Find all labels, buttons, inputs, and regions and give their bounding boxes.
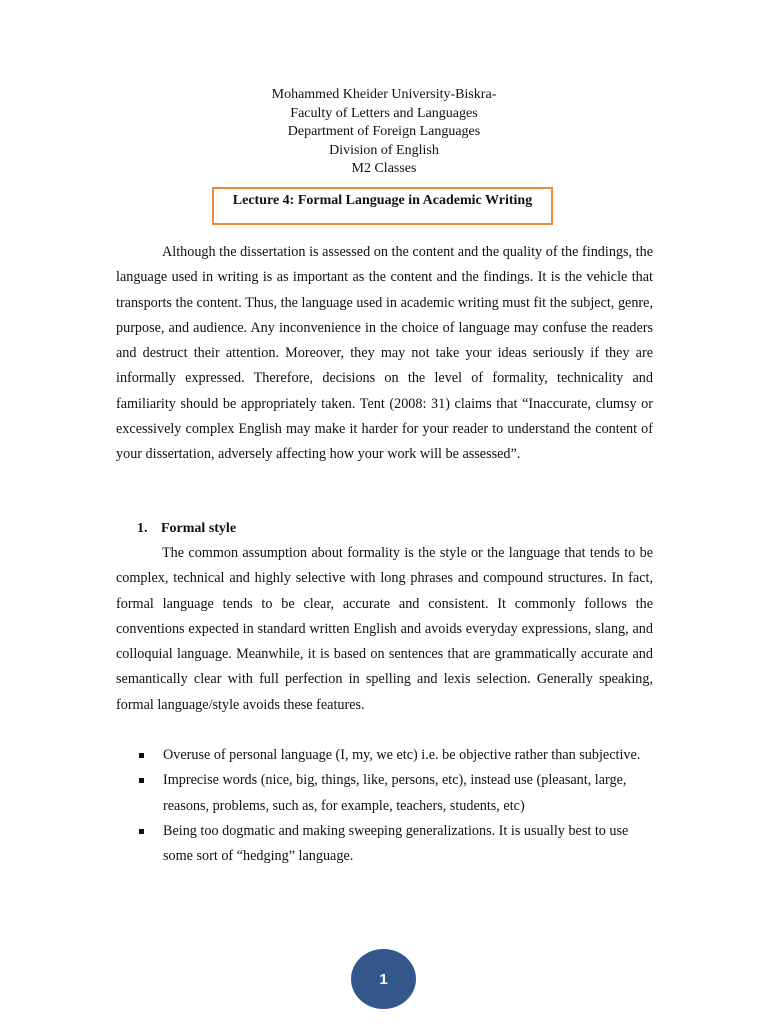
list-item (137, 819, 657, 870)
lecture-title-box (212, 187, 553, 225)
faculty-name: Faculty of Letters and Languages (290, 105, 478, 121)
square-bullet-icon (139, 829, 144, 834)
list-item (137, 743, 657, 768)
section-paragraph-block (116, 541, 653, 718)
class-level: M2 Classes (351, 161, 417, 176)
page-number-badge (351, 949, 416, 1009)
list-item (137, 768, 657, 819)
section-title: Formal style (161, 521, 237, 536)
division-name: Division of English (329, 142, 439, 158)
department-name: Department of Foreign Languages (287, 124, 481, 139)
feature-bullet-list (137, 743, 657, 869)
list-item-text: Overuse of personal language (I, my, we etc) i.e. be objective rather than subjective. (163, 747, 641, 763)
square-bullet-icon (139, 753, 144, 758)
document-header (0, 86, 768, 179)
list-item-text: Imprecise words (nice, big, things, like, persons, etc), instead use (pleasant, large, reasons, problems, such as, for example, teachers, students, etc) (163, 772, 627, 814)
section-number: 1. (137, 521, 148, 536)
intro-paragraph: Although the dissertation is assessed on the content and the quality of the findings, the language used in writing is as important as the content and the findings. It is the vehicle that transports the content. Thus, the language used in academic writing must fit the subject, genre, purpose, and audience. Any inconvenience in the choice of language may confuse the readers and destruct their attention. Moreover, they may not take your ideas seriously if they are informally expressed. Therefore, decisions on the level of formality, technicality and familiarity should be appropriately taken. Tent (2008: 31) claims that “Inaccurate, clumsy or excessively complex English may make it harder for your reader to understand the content of your dissertation, adversely affecting how your work will be assessed”. (116, 244, 653, 463)
section-heading (137, 516, 236, 541)
intro-paragraph-block (116, 240, 653, 468)
square-bullet-icon (139, 778, 144, 783)
section-paragraph: The common assumption about formality is the style or the language that tends to be complex, technical and highly selective with long phrases and compound structures. In fact, formal language tends to be clear, accurate and consistent. It commonly follows the conventions expected in standard written English and avoids everyday expressions, slang, and colloquial language. Meanwhile, it is based on sentences that are grammatically accurate and semantically clear with full perfection in spelling and lexis selection. Generally speaking, formal language/style avoids these features. (116, 545, 653, 713)
university-name: Mohammed Kheider University-Biskra- (271, 87, 497, 102)
lecture-title: Lecture 4: Formal Language in Academic Writing (232, 193, 533, 208)
page-number: 1 (379, 970, 388, 988)
list-item-text: Being too dogmatic and making sweeping generalizations. It is usually best to use some sort of “hedging” language. (163, 822, 629, 865)
